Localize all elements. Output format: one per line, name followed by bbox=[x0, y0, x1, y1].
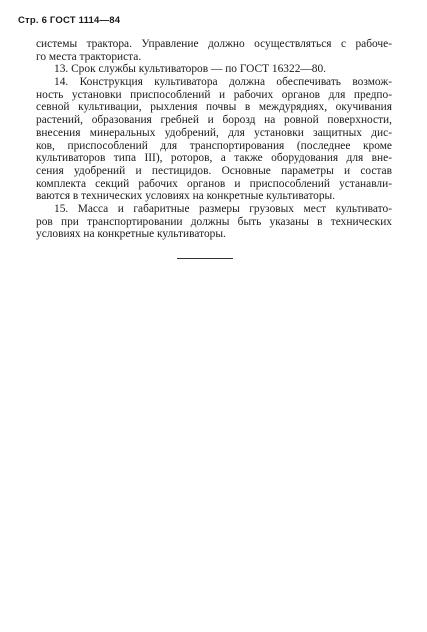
text-line: 13. Срок службы культиваторов — по ГОСТ 16322—80. bbox=[54, 63, 327, 76]
text-line: культиваторов типа III), роторов, а также оборудования для вне- bbox=[36, 152, 392, 165]
text-line: ров при транспортировании должны быть указаны в технических bbox=[36, 215, 392, 228]
text-line: сения удобрений и пестицидов. Основные параметры и состав bbox=[36, 164, 392, 177]
text-line: 15. Масса и габаритные размеры грузовых мест культивато- bbox=[54, 202, 392, 215]
text-line: 14. Конструкция культиватора должна обеспечивать возмож- bbox=[54, 76, 392, 89]
text-line: условиях на конкретные культиваторы. bbox=[36, 228, 226, 241]
text-line: севной культивации, рыхления почвы в междурядиях, окучивания bbox=[36, 101, 392, 114]
text-line: внесения минеральных удобрений, для установки защитных дис- bbox=[36, 126, 392, 139]
text-line: комплекта секций рабочих органов и приспособлений устанавли- bbox=[36, 177, 392, 190]
body-text bbox=[36, 38, 392, 241]
end-rule bbox=[177, 258, 233, 259]
text-line: растений, образования гребней и борозд на ровной поверхности, bbox=[36, 114, 392, 127]
page-header: Стр. 6 ГОСТ 1114—84 bbox=[18, 15, 121, 26]
text-line: ков, приспособлений для транспортирования (последнее кроме bbox=[36, 139, 392, 152]
text-line: ваются в технических условиях на конкретные культиваторы. bbox=[36, 190, 336, 203]
text-line: го места тракториста. bbox=[36, 50, 142, 63]
text-line: ность установки приспособлений и рабочих органов для предпо- bbox=[36, 88, 392, 101]
text-line: системы трактора. Управление должно осуществляться с рабоче- bbox=[36, 38, 392, 50]
